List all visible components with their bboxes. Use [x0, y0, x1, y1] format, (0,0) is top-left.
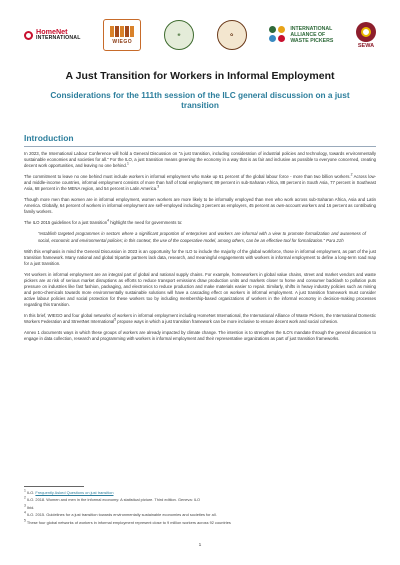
- document-subtitle: Considerations for the 111th session of the ILC general discussion on a just transition: [50, 90, 350, 110]
- paragraph: The ILO 2015 guidelines for a just transition$^4$ highlight the need for governments to:: [24, 219, 183, 226]
- wiego-name: WIEGO: [112, 38, 133, 45]
- footnote-divider: [24, 486, 84, 487]
- iawp-line1: INTERNATIONAL: [290, 26, 333, 32]
- wiego-logo: [103, 19, 141, 51]
- footnotes: [24, 490, 376, 527]
- homenet-logo: [24, 28, 81, 43]
- iawp-line3: WASTE PICKERS: [290, 38, 334, 44]
- paragraph: Annex 1 documents ways in which these groups of workers are already impacted by climate change. The intention is to strengthen the ILO's mandate through the general discussion to engage in data collection, research and programming with workers in informal employment and their representative organizations as part of just transition frameworks.: [24, 330, 376, 342]
- footnote-ref[interactable]: 5: [114, 317, 117, 322]
- page-number: 1: [198, 543, 202, 548]
- section-heading: Introduction: [24, 133, 74, 143]
- iawp-mark-icon: [269, 26, 287, 44]
- partner-logos: [24, 18, 376, 52]
- paragraph: The commitment to leave no one behind must include workers in informal employment who make up 61 percent of the global labour force - more than two billion workers.$^2$ Across low- and middle-income countries, informal employment consists of more than half of total employment; 89 percent in sub-Saharan Africa, 88 percent in South Asia, 77 percent in Southeast Asia, 68 percent in the MENA region, and 54 percent in Latin America.$^3$: [24, 172, 376, 192]
- iawp-line2: ALLIANCE OF: [290, 32, 326, 38]
- footnote: $^4$ ILO. 2015. Guidelines for a just transition towards environmentally sustainable economies and societies for all.: [24, 510, 217, 518]
- footnote: $^1$ ILO. Frequently Asked Questions on just transition: [24, 488, 114, 495]
- footnote-ref[interactable]: 4: [107, 219, 110, 223]
- sewa-logo: [356, 22, 376, 49]
- homenet-subname: INTERNATIONAL: [36, 35, 81, 41]
- footnote-ref[interactable]: 3: [157, 184, 160, 189]
- footnote-link[interactable]: Frequently Asked Questions on just transition: [35, 490, 114, 495]
- footnote: $^3$ Ibid.: [24, 503, 35, 510]
- iawp-logo: [269, 26, 333, 44]
- section-divider: [24, 146, 376, 147]
- paragraph: With this emphasis in mind the General Discussion in 2023 is an opportunity for the ILO to include the majority of the global workforce, those in informal employment, as part of the just transition framework. Many national and global tripartite partners lack data, research, and meaningful engagements with workers in informal employment to define a long-term road map for a just transition.: [24, 248, 376, 266]
- wiego-bars-icon: [110, 26, 134, 37]
- homenet-mark-icon: [24, 31, 33, 40]
- homenet-name: HomeNet: [36, 26, 68, 36]
- footnote: $^2$ ILO. 2018. Women and men in the informal economy: A statistical picture. Third edition. Geneva: ILO: [24, 496, 201, 503]
- block-quote: "establish targeted programmes in sectors where a significant proportion of enterprises and workers are informal with a view to promote formalization and awareness of social, economic and environmental policies; in this context, the use of the cooperative model, among others, can be an effective tool for formalization." Para 21h: [38, 231, 366, 243]
- document-title: A Just Transition for Workers in Informal Employment: [65, 70, 335, 82]
- paragraph: Yet workers in informal employment are an integral part of global and national supply chains. For example, homeworkers in global value chains, street and market vendors and waste pickers are at risk of serious market disruptions as efforts to reduce transport emissions draw production units and markets closer to home and consumer backlash to pollution puts pressure on industries like fast fashion, packaging, and electronics to reduce production and make materials easier to repair. Similarly, shifts in heavy industry policies such as mining and petro-chemicals towards more environmentally sustainable solutions will have a cascading effect on workers in informal employment. A just transition framework must consider active labour policies and social protection for these workers too by including membership-based organizations of workers in the informal economy in decision-making processes regarding this transition.: [24, 271, 376, 307]
- sewa-name: SEWA: [357, 42, 375, 49]
- streetnet-seal-logo: ✿: [217, 20, 247, 50]
- paragraph: In this brief, WIEGO and four global networks of workers in informal employment including HomeNet International, the International Alliance of Waste Pickers, the International Domestic Workers Federation and StreetNet International$^5$ propose ways in which a just transition framework can be more inclusive to ensure decent work and social cohesion.: [24, 312, 376, 325]
- sewa-mark-icon: [356, 22, 376, 42]
- footnote-ref[interactable]: 2: [350, 172, 353, 177]
- footnote-ref[interactable]: 1: [126, 161, 129, 166]
- paragraph: Though more men than women are in informal employment, women workers are more likely to be informally employed than men who work across sub-Saharan Africa, Asia and Latin America. Globally, 64 percent of workers in informal employment are self-employed including 3 percent as employers, 45 percent as own-account workers and 16 percent as contributing family workers.: [24, 197, 376, 215]
- footnote: $^5$ These four global networks of workers in informal employment represent close to 9 million workers across 92 countries: [24, 518, 231, 525]
- paragraph: In 2023, the International Labour Conference will hold a General Discussion on "a just transition, including consideration of industrial policies and technology, towards environmentally sustainable economies and societies for all." For the ILO, a just transition means greening the economy in a way that is as fair and inclusive as possible to everyone concerned, creating decent work opportunities, and leaving no one behind.$^1$: [24, 151, 376, 169]
- body-text: [24, 151, 376, 347]
- idwf-seal-logo: ❀: [164, 20, 194, 50]
